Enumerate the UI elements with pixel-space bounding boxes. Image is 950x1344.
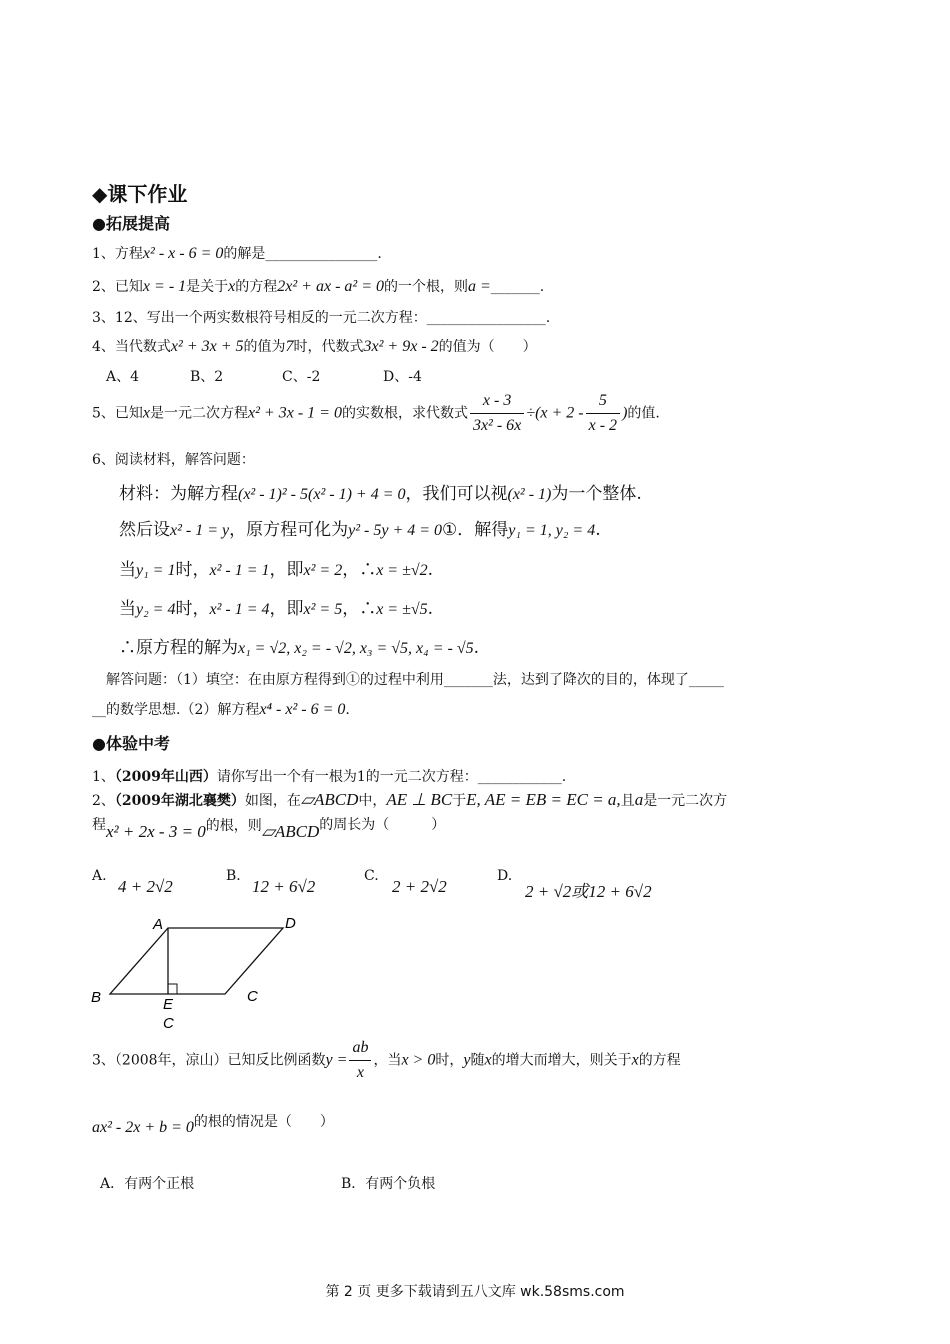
q4-option-d: D、-4: [383, 369, 422, 385]
q4-option-a: A、4: [106, 369, 140, 385]
q2-option-c-label: C.: [364, 868, 379, 884]
exam-question-3: 3、（2008年，凉山）已知反比例函数y = $\frac{ab}{x}$ ，当x > 0时，y随x的增大而增大，则关于x的方程: [92, 1039, 681, 1081]
question-2: 2、已知x = - 1是关于x的方程2x² + ax - a² = 0的一个根，则a =_______.: [92, 278, 545, 295]
page-footer: 第 2 页 更多下载请到五八文库 wk.58sms.com: [325, 1284, 625, 1300]
section-title: ◆课下作业: [92, 182, 188, 206]
fraction-ab-x: $\frac{ab}{x}$: [349, 1038, 371, 1083]
label-e: E: [163, 996, 174, 1013]
label-c-below: C: [163, 1015, 174, 1032]
q6-material-line-4: 当y₂ = 4时，x² - 1 = 4，即x² = 5，∴x = ±√5.: [119, 599, 434, 619]
q6-answer-line-1: 解答问题：（1）填空：在由原方程得到①的过程中利用_______法，达到了降次的目的，体现了_____: [106, 672, 724, 688]
q4-option-c: C、-2: [282, 369, 321, 385]
parallelogram-figure: [85, 910, 325, 1040]
q3-option-a: A．有两个正根: [100, 1176, 195, 1192]
question-6-intro: 6、阅读材料，解答问题：: [92, 452, 255, 468]
q6-material-line-1: 材料：为解方程(x² - 1)² - 5(x² - 1) + 4 = 0，我们可以视(x² - 1)为一个整体.: [119, 484, 642, 504]
label-c: C: [247, 988, 258, 1005]
right-angle-mark: [168, 984, 177, 994]
part1-title: ●拓展提高: [92, 214, 170, 233]
q6-material-line-2: 然后设x² - 1 = y，原方程可化为y² - 5y + 4 = 0①．解得y₁ = 1, y₂ = 4.: [119, 520, 601, 540]
q2-option-d-value: 2 + √2或12 + 6√2: [525, 882, 652, 901]
label-a: A: [153, 916, 164, 933]
q2-option-b-label: B.: [226, 868, 241, 884]
fraction-2: $\frac{5}{x - 2}$: [586, 391, 620, 436]
q2-option-b-value: 12 + 6√2: [252, 877, 316, 896]
q2-option-a-value: 4 + 2√2: [118, 877, 173, 896]
q2-option-a-label: A.: [92, 868, 107, 884]
question-1: 1、方程x² - x - 6 = 0的解是________________.: [92, 245, 382, 262]
question-3: 3、12、写出一个两实数根符号相反的一元二次方程：_________________.: [92, 310, 551, 326]
exam-question-3-cont: ax² - 2x + b = 0的根的情况是（ ）: [92, 1114, 334, 1136]
q6-answer-line-2: __的数学思想.（2）解方程x⁴ - x² - 6 = 0.: [92, 701, 350, 718]
q2-option-c-value: 2 + 2√2: [392, 877, 447, 896]
part2-title: ●体验中考: [92, 734, 170, 753]
exam-question-2: 2、（2009年湖北襄樊）如图，在▱ABCD中，AE ⊥ BC于E, AE = EB = EC = a,且a是一元二次方: [92, 790, 728, 809]
q6-material-line-3: 当y₁ = 1时，x² - 1 = 1，即x² = 2，∴x = ±√2.: [119, 560, 434, 580]
q4-option-b: B、2: [190, 369, 224, 385]
question-5: 5、已知x是一元二次方程x² + 3x - 1 = 0的实数根，求代数式 $\frac{x - 3}{\text{3x² - 6x}}$ ÷(x + 2 - $\frac{5}{x - 2}$ )的值.: [92, 392, 660, 434]
q2-option-d-label: D.: [497, 868, 513, 884]
label-d: D: [285, 915, 296, 932]
exam-question-1: 1、（2009年山西）请你写出一个有一根为1的一元二次方程：____________.: [92, 769, 567, 785]
parallelogram-abcd: [110, 928, 283, 994]
exam-question-2-cont: 程x² + 2x - 3 = 0的根，则▱ABCD的周长为（ ）: [92, 817, 446, 841]
q3-option-b: B．有两个负根: [341, 1176, 436, 1192]
label-b: B: [91, 989, 102, 1006]
fraction-1: $\frac{x - 3}{\text{3x² - 6x}}$: [470, 391, 524, 436]
q6-material-line-5: ∴原方程的解为x₁ = √2, x₂ = - √2, x₃ = √5, x₄ = - √5.: [119, 638, 480, 658]
question-4: 4、当代数式x² + 3x + 5的值为7时，代数式3x² + 9x - 2的值为（ ）: [92, 338, 537, 355]
